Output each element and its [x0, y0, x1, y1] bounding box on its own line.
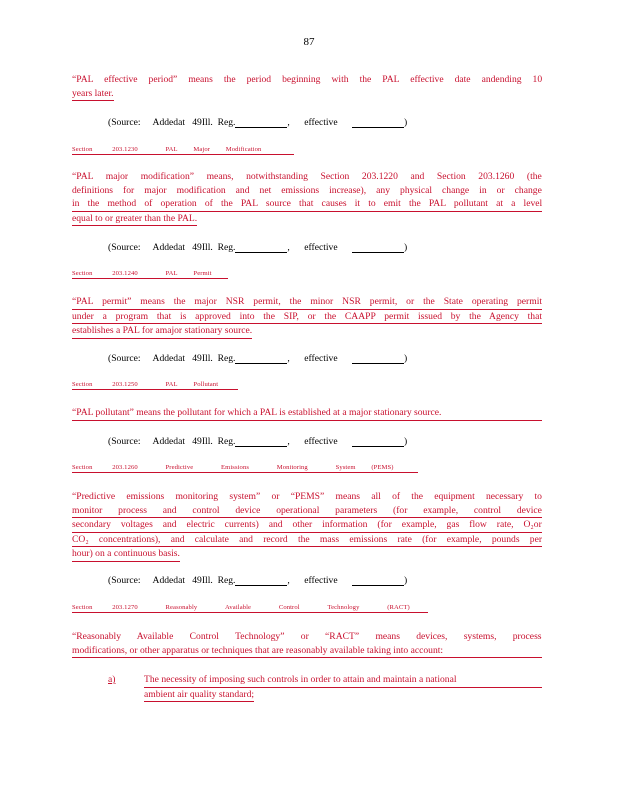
source-close: ) — [404, 242, 408, 253]
section-number: 203.1230 — [112, 146, 138, 153]
section-word: Section — [72, 604, 93, 611]
section-heading-203-1260 — [72, 464, 418, 473]
definition-line: “PAL pollutant” means the pollutant for which a PAL is established at a major stationary source. — [72, 406, 542, 421]
source-ill: 49Ill. — [192, 436, 213, 447]
section-title-word: Reasonably — [165, 604, 198, 611]
effective-blank — [352, 436, 404, 447]
section-title-word: System — [335, 464, 356, 471]
source-effective: effective — [304, 436, 338, 447]
definition-line: “PAL effective period” means the period beginning with the PAL effective date andending 10 — [72, 74, 542, 85]
definition-line: modifications, or other apparatus or techniques that are reasonably available taking into account: — [72, 644, 542, 659]
section-title-word: Available — [225, 604, 252, 611]
section-word: Section — [72, 146, 93, 153]
reg-blank — [235, 117, 287, 128]
page-number: 87 — [303, 36, 315, 48]
source-open: (Source: — [108, 353, 141, 364]
source-open: (Source: — [108, 575, 141, 586]
definition-line: hour) on a continuous basis. — [72, 547, 180, 562]
source-ill: 49Ill. — [192, 353, 213, 364]
section-title-word: Control — [278, 604, 300, 611]
definition-line: under a program that is approved into the SIP, or the CAAPP permit issued by the Agency that — [72, 310, 542, 325]
section-number: 203.1270 — [112, 604, 138, 611]
definition-line: establishes a PAL for amajor stationary source. — [72, 324, 252, 339]
definition-line: “Reasonably Available Control Technology” or “RACT” means devices, systems, process — [72, 631, 542, 642]
source-reg: Reg. — [217, 117, 236, 128]
definition-pal-permit — [72, 295, 542, 343]
section-title-word: PAL — [165, 146, 178, 153]
reg-blank — [235, 353, 287, 364]
list-item-line: ambient air quality standard; — [144, 688, 254, 703]
section-heading-203-1250 — [72, 381, 238, 390]
source-note: (Source: Addedat 49Ill. Reg. , effective ) — [108, 117, 408, 128]
source-ill: 49Ill. — [192, 242, 213, 253]
definition-pal-major-modification — [72, 170, 542, 231]
definition-ract — [72, 630, 542, 658]
source-addedat: Addedat — [152, 575, 186, 586]
definition-line: “Predictive emissions monitoring system” or “PEMS” means all of the equipment necessary to — [72, 491, 542, 502]
definition-line: “PAL major modification” means, notwithstanding Section 203.1220 and Section 203.1260 (the — [72, 171, 542, 182]
section-number: 203.1240 — [112, 270, 138, 277]
section-title-word: Emissions — [221, 464, 250, 471]
definition-pal-effective-period — [72, 73, 542, 106]
section-title-word: Monitoring — [276, 464, 308, 471]
source-close: ) — [404, 117, 408, 128]
section-title-word: (PEMS) — [371, 464, 394, 471]
list-item-line: The necessity of imposing such controls in order to attain and maintain a national — [144, 673, 542, 688]
section-title-word: Pollutant — [193, 381, 219, 388]
source-note: (Source: Addedat 49Ill. Reg. , effective ) — [108, 353, 408, 364]
reg-blank — [235, 436, 287, 447]
effective-blank — [352, 353, 404, 364]
source-close: ) — [404, 353, 408, 364]
section-title-word: (RACT) — [387, 604, 410, 611]
source-close: ) — [404, 436, 408, 447]
definition-line: definitions for major modification and net emissions increase), any physical change in or change — [72, 184, 542, 196]
section-word: Section — [72, 464, 93, 471]
section-word: Section — [72, 270, 93, 277]
source-ill: 49Ill. — [192, 575, 213, 586]
section-heading-203-1240 — [72, 270, 228, 279]
source-ill: 49Ill. — [192, 117, 213, 128]
source-addedat: Addedat — [152, 353, 186, 364]
source-open: (Source: — [108, 242, 141, 253]
source-effective: effective — [304, 575, 338, 586]
definition-line: equal to or greater than the PAL. — [72, 212, 197, 227]
source-effective: effective — [304, 117, 338, 128]
section-title-word: Predictive — [165, 464, 194, 471]
effective-blank — [352, 117, 404, 128]
list-item-text — [144, 673, 542, 702]
definition-line: secondary voltages and electric currents) and other information (for example, gas flow rate, O₂or — [72, 518, 542, 533]
source-note: (Source: Addedat 49Ill. Reg. , effective ) — [108, 575, 408, 586]
definition-line: in the method of operation of the PAL source that causes it to emit the PAL pollutant at a level — [72, 197, 542, 212]
section-title-word: Modification — [225, 146, 262, 153]
source-open: (Source: — [108, 436, 141, 447]
effective-blank — [352, 242, 404, 253]
source-reg: Reg. — [217, 436, 236, 447]
section-title-word: Technology — [327, 604, 360, 611]
source-reg: Reg. — [217, 575, 236, 586]
list-item-label: a) — [108, 674, 116, 685]
definition-line: CO₂ concentrations), and calculate and record the mass emissions rate (for example, pounds per — [72, 533, 542, 548]
definition-line: years later. — [72, 87, 114, 102]
reg-blank — [235, 242, 287, 253]
source-note: (Source: Addedat 49Ill. Reg. , effective ) — [108, 242, 408, 253]
section-title-word: PAL — [165, 381, 178, 388]
definition-line: “PAL permit” means the major NSR permit, the minor NSR permit, or the State operating permit — [72, 295, 542, 310]
definition-pems — [72, 490, 542, 567]
effective-blank — [352, 575, 404, 586]
section-number: 203.1260 — [112, 464, 138, 471]
reg-blank — [235, 575, 287, 586]
definition-pal-pollutant — [72, 406, 542, 421]
section-title-word: Major — [193, 146, 211, 153]
source-open: (Source: — [108, 117, 141, 128]
source-addedat: Addedat — [152, 242, 186, 253]
source-note: (Source: Addedat 49Ill. Reg. , effective ) — [108, 436, 408, 447]
section-word: Section — [72, 381, 93, 388]
section-number: 203.1250 — [112, 381, 138, 388]
source-effective: effective — [304, 353, 338, 364]
source-addedat: Addedat — [152, 436, 186, 447]
source-addedat: Addedat — [152, 117, 186, 128]
section-heading-203-1230 — [72, 146, 294, 155]
source-reg: Reg. — [217, 353, 236, 364]
section-title-word: PAL — [165, 270, 178, 277]
source-effective: effective — [304, 242, 338, 253]
source-reg: Reg. — [217, 242, 236, 253]
source-close: ) — [404, 575, 408, 586]
section-title-word: Permit — [193, 270, 212, 277]
section-heading-203-1270 — [72, 604, 428, 613]
definition-line: monitor process and control device operational parameters (for example, control device — [72, 504, 542, 519]
